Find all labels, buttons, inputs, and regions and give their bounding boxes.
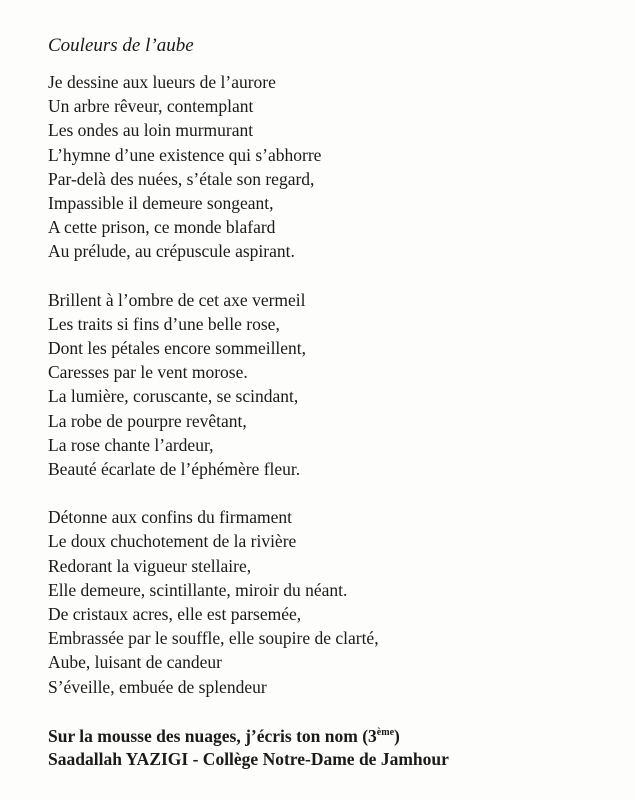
poem-line: Par-delà des nuées, s’étale son regard, bbox=[48, 168, 315, 189]
stanza-3 bbox=[48, 505, 618, 699]
poem-line: Je dessine aux lueurs de l’aurore bbox=[48, 72, 276, 92]
grade-superscript: ème bbox=[376, 726, 395, 738]
poem-line: Embrassée par le souffle, elle soupire de clarté, bbox=[48, 628, 379, 649]
stanza-2 bbox=[48, 288, 618, 482]
poem-line: Le doux chuchotement de la rivière bbox=[48, 531, 297, 552]
author-line: Saadallah YAZIGI - Collège Notre-Dame de Jamhour bbox=[48, 748, 449, 769]
stanza-1 bbox=[48, 70, 618, 264]
poem-line: Redorant la vigueur stellaire, bbox=[48, 555, 252, 576]
poem-line: Impassible il demeure songeant, bbox=[48, 193, 274, 214]
poem-line: Les traits si fins d’une belle rose, bbox=[48, 313, 280, 334]
poem-page bbox=[48, 34, 618, 771]
poem-line: Dont les pétales encore sommeillent, bbox=[48, 338, 307, 359]
poem-line: L’hymne d’une existence qui s’abhorre bbox=[48, 144, 322, 165]
poem-line: La rose chante l’ardeur, bbox=[48, 434, 214, 455]
collection-line bbox=[48, 721, 618, 748]
poem-line: Un arbre rêveur, contemplant bbox=[48, 96, 254, 117]
poem-line: Caresses par le vent morose. bbox=[48, 362, 248, 383]
collection-close: ) bbox=[394, 725, 400, 746]
poem-line: Aube, luisant de candeur bbox=[48, 652, 222, 673]
poem-title: Couleurs de l’aube bbox=[48, 35, 194, 56]
poem-line: Détonne aux confins du firmament bbox=[48, 507, 292, 528]
poem-line: La robe de pourpre revêtant, bbox=[48, 410, 247, 431]
poem-line: Beauté écarlate de l’éphémère fleur. bbox=[48, 459, 301, 480]
poem-line: S’éveille, embuée de splendeur bbox=[48, 676, 267, 697]
poem-line: Au prélude, au crépuscule aspirant. bbox=[48, 241, 295, 262]
poem-line: A cette prison, ce monde blafard bbox=[48, 217, 276, 238]
poem-line: Les ondes au loin murmurant bbox=[48, 120, 254, 141]
poem-line: Elle demeure, scintillante, miroir du néant. bbox=[48, 579, 348, 600]
poem-footer bbox=[48, 721, 618, 771]
poem-line: Brillent à l’ombre de cet axe vermeil bbox=[48, 289, 306, 310]
poem-line: La lumière, coruscante, se scindant, bbox=[48, 386, 299, 407]
poem-line: De cristaux acres, elle est parsemée, bbox=[48, 604, 302, 625]
collection-title: Sur la mousse des nuages, j’écris ton nom (3 bbox=[48, 725, 377, 746]
